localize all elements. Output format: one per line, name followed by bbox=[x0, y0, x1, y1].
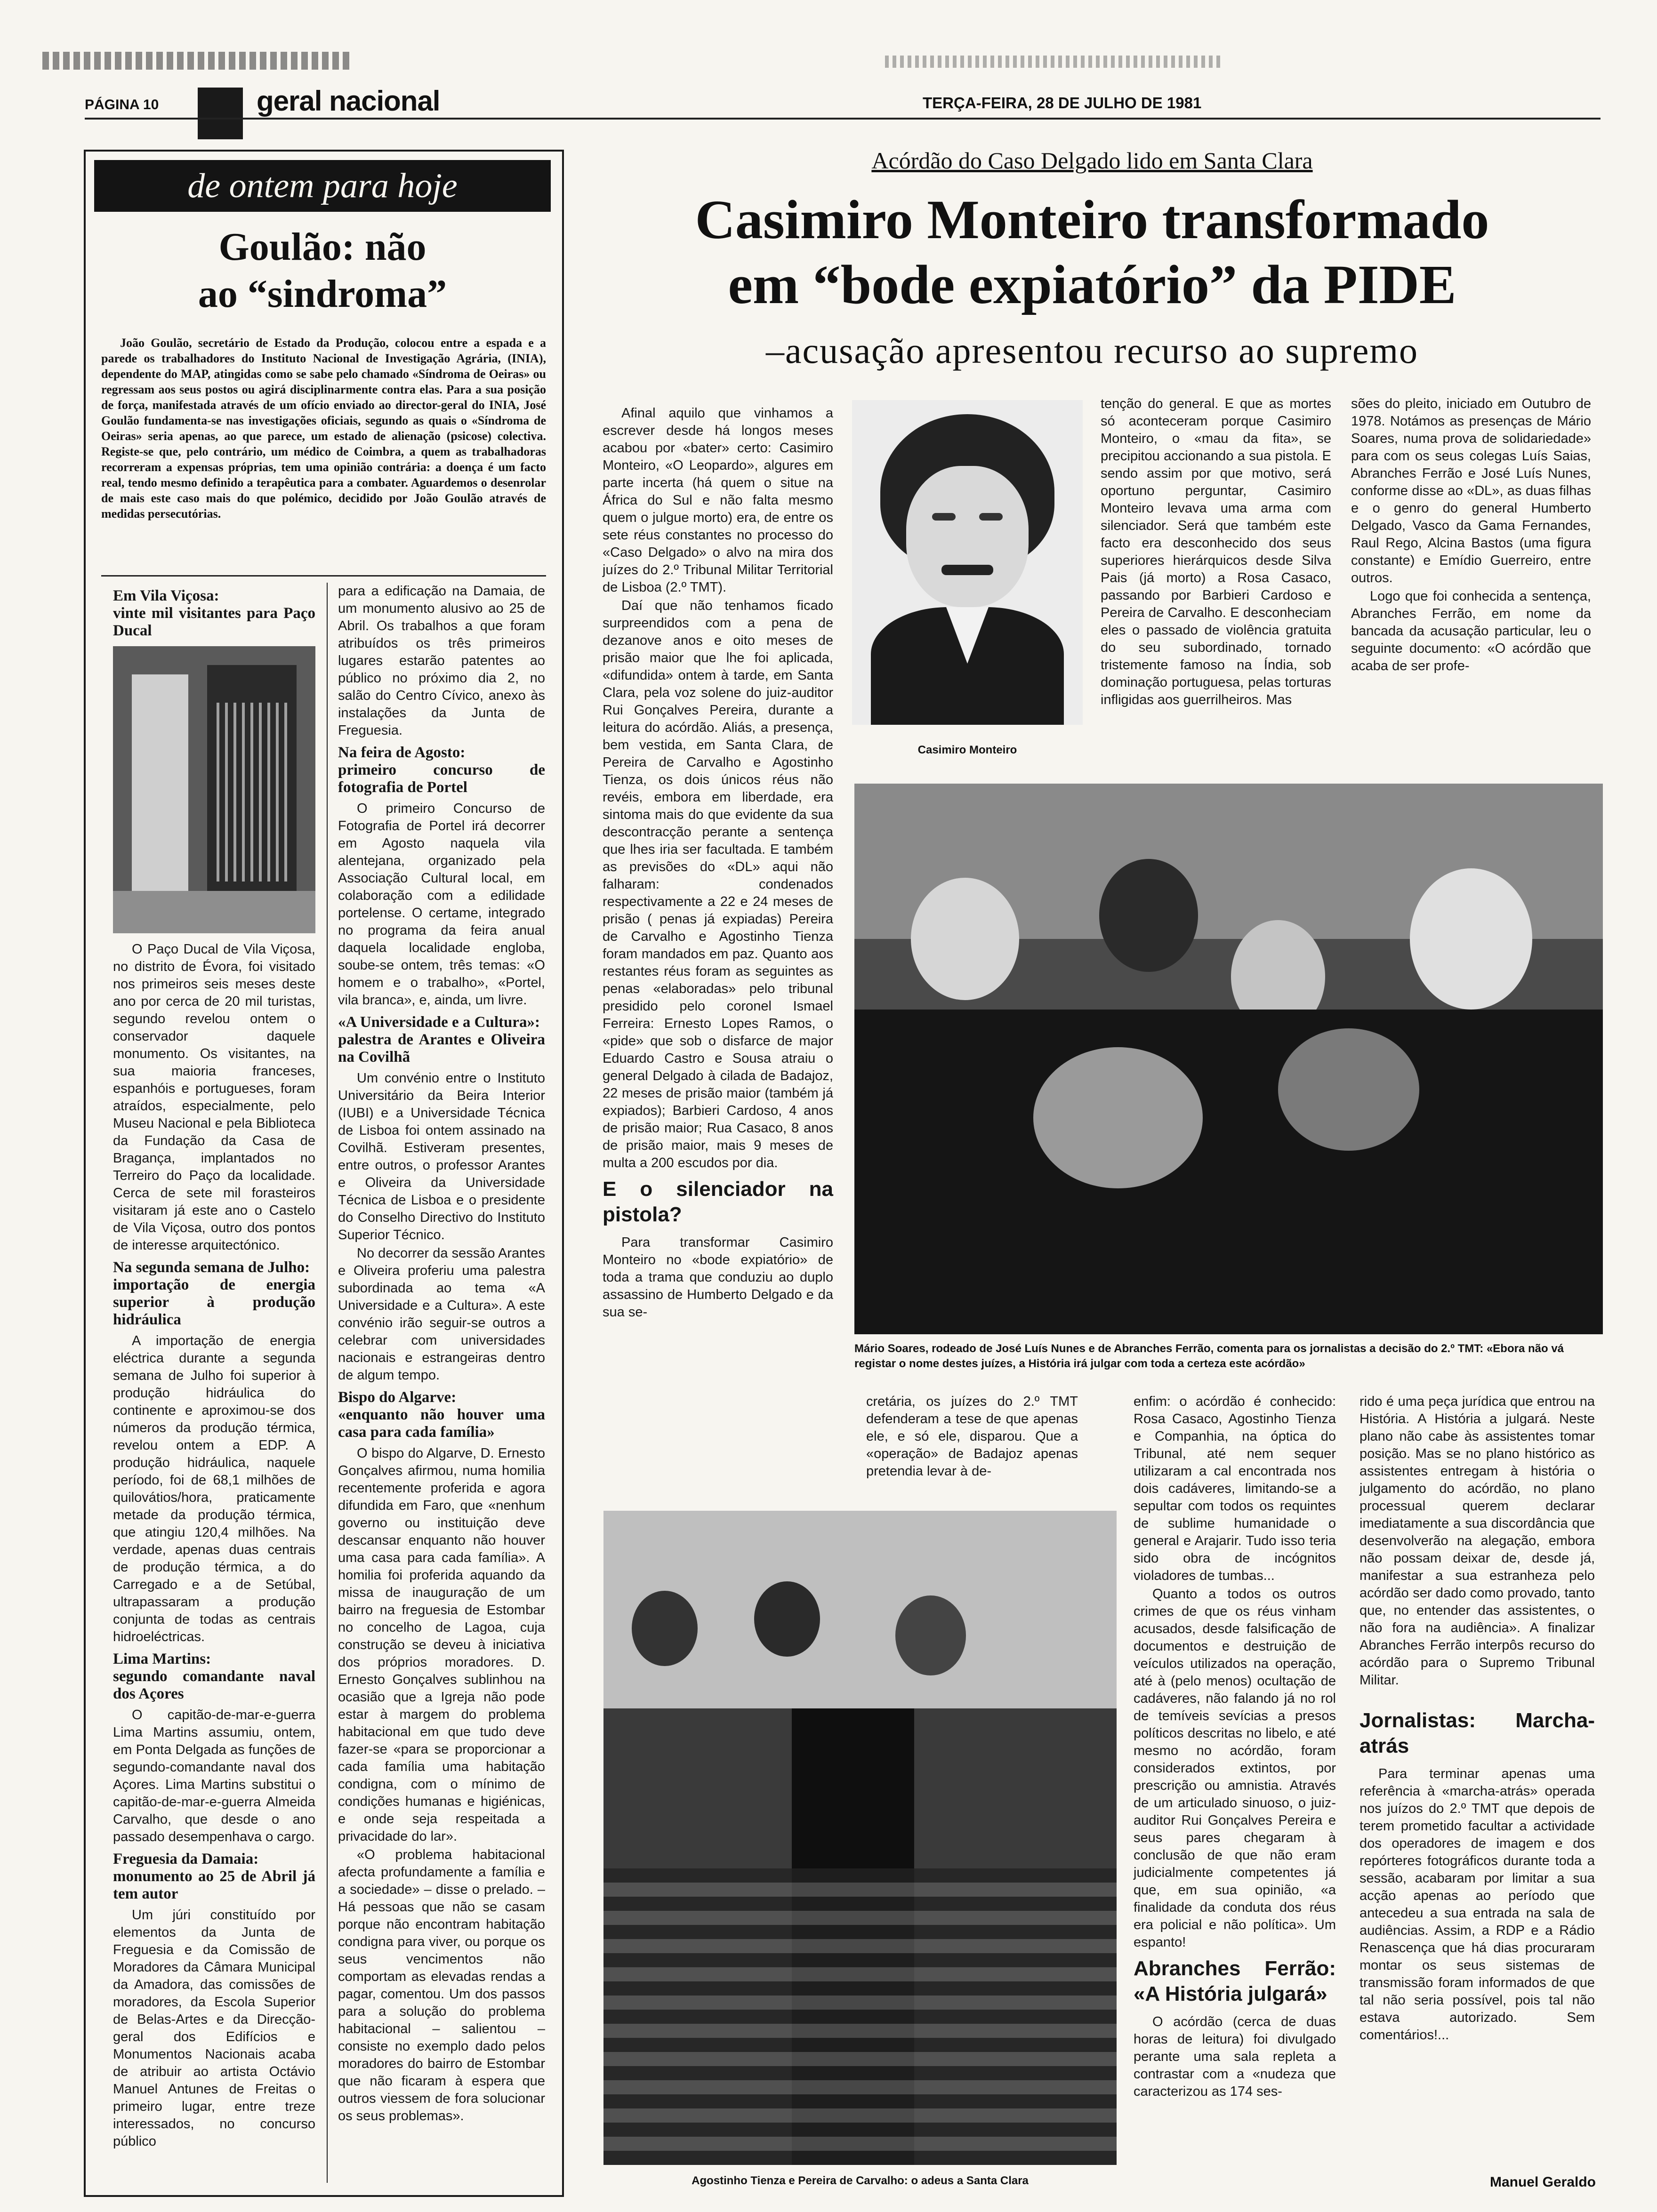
main-col1-p2: Daí que não tenhamos ficado surpreendidos com a pena de dezanove anos e oito meses de prisão maior que lhe foi aplicada, «difundida» ontem à tarde, em Santa Clara, pela voz solene do juiz-auditor Rui Gonçalves Pereira, durante a leitura do acórdão. Aliás, a presença, bem vestida, em Santa Clara, de Pereira de Carvalho e Agostinho Tienza, os dois únicos réus não revéis, embora em liberdade, era sintoma mais do que evidente da sua descontracção perante a sentença que lhes iria ser facultada. E também as previsões do «DL» aqui não falharam: condenados respectivamente a 22 e 24 meses de prisão ( penas já expiadas) Pereira de Carvalho e Agostinho Tienza foram mandados em paz. Quanto aos restantes réus foram as seguintes as penas «elaboradas» pelo tribunal presidido pelo coronel Ismael Ferreira: Ernesto Lopes Ramos, o «pide» que sob o disfarce de major Eduardo Castro e Sousa atraiu o general Delgado à cilada de Badajoz, 22 meses de prisão maior (também já expiados); Barbieri Cardoso, 4 anos de prisão maior; Rua Casaco, 8 anos de prisão maior, mais 9 meses de multa a 200 escudos por dia. bbox=[603, 598, 833, 1170]
main-col1-p1: Afinal aquilo que vinhamos a escrever desde há longos meses acabou por «bater» certo: Casimiro Monteiro, «O Leopardo», algures em parte incerta (há quem o situe na África do Sul e não falta mesmo quem o julgue morto) era, de entre os sete réus constantes no processo do «Caso Delgado» o alvo na mira dos juízes do 2.º Tribunal Militar Territorial de Lisboa (2.º TMT). bbox=[603, 406, 833, 595]
vilavicosa-heading-2: vinte mil visitantes para Paço Ducal bbox=[113, 605, 315, 639]
main-col-1 bbox=[603, 405, 833, 1322]
masthead-rule bbox=[85, 118, 1601, 120]
masthead-top-strip bbox=[885, 56, 1224, 68]
lima-heading-2: segundo comandante naval dos Açores bbox=[113, 1668, 315, 1702]
portel-heading bbox=[338, 744, 545, 796]
lima-heading-1: Lima Martins: bbox=[113, 1651, 211, 1667]
main-col-4-top bbox=[1351, 395, 1591, 676]
page-number: PÁGINA 10 bbox=[85, 97, 159, 112]
portrait-caption: Casimiro Monteiro bbox=[917, 744, 1017, 756]
sidebar-title-line1: Goulão: não bbox=[218, 225, 426, 269]
masthead bbox=[0, 0, 1657, 127]
algarve-heading bbox=[338, 1389, 545, 1441]
page-date: TERÇA-FEIRA, 28 DE JULHO DE 1981 bbox=[923, 94, 1202, 112]
silenciador-heading: E o silenciador na pistola? bbox=[603, 1178, 833, 1226]
main-col3-p4: O acórdão (cerca de duas horas de leitura) foi divulgado perante uma sala repleta a contrastar com a «nudeza que caracterizou as 174 ses- bbox=[1134, 2014, 1336, 2099]
main-headline-line1: Casimiro Monteiro transformado bbox=[695, 189, 1489, 250]
algarve-heading-2: «enquanto não houver uma casa para cada família» bbox=[338, 1406, 545, 1441]
group-photo-caption: Mário Soares, rodeado de José Luís Nunes e de Abranches Ferrão, comenta para os jornalistas a decisão do 2.º TMT: «Ebora não vá registar o nome destes juízes, a História irá julgar com toda a certeza este acórdão» bbox=[854, 1342, 1564, 1370]
sidebar-title-line2: ao “sindroma” bbox=[198, 272, 447, 316]
sidebar-banner bbox=[94, 160, 551, 212]
courtroom-caption: Agostinho Tienza e Pereira de Carvalho: o adeus a Santa Clara bbox=[692, 2174, 1029, 2187]
energy-text: A importação de energia eléctrica durante a segunda semana de Julho foi superior à produção hidráulica do continente e aproximou-se dos números da produção térmica, revelou ontem a EDP. A produção hidráulica, naquele período, foi de 68,1 milhões de quilovátios/hora, praticamente metade da produção térmica, que atingiu 120,4 milhões. Na verdade, apenas duas centrais de produção térmica, a do Carregado e a de Setúbal, ultrapassaram a produção conjunta de todas as centrais hidroeléctricas. bbox=[113, 1333, 315, 1644]
ubi-text-2: No decorrer da sessão Arantes e Oliveira proferiu uma palestra subordinada ao tema «A Universidade e a Cultura». A este convénio irão seguir-se outros a celebrar com universidades nacionais e estrangeiras dentro de algum tempo. bbox=[338, 1246, 545, 1383]
portel-heading-2: primeiro concurso de fotografia de Portel bbox=[338, 761, 545, 796]
sidebar-title bbox=[94, 224, 551, 318]
main-kicker: Acórdão do Caso Delgado lido em Santa Clara bbox=[871, 147, 1313, 174]
main-col-3-top bbox=[1101, 395, 1331, 710]
ferrao-heading: Abranches Ferrão: «A História julgará» bbox=[1134, 1957, 1336, 2005]
section-logo-box bbox=[198, 88, 243, 139]
main-headline-line2: em “bode expiatório” da PIDE bbox=[728, 254, 1456, 315]
ubi-heading-2: palestra de Arantes e Oliveira na Covilhã bbox=[338, 1031, 545, 1066]
jornalistas-heading: Jornalistas: Marcha-atrás bbox=[1359, 1709, 1595, 1757]
algarve-text-2: «O problema habitacional afecta profundamente a família e a sociedade» – disse o prelado. – Há pessoas que não se casam porque não encontram habitação condigna para viver, ou porque os seus vencimentos não comportam as elevadas rendas a pagar, comentou. Um dos passos para a solução do problema habitacional – salientou – consiste no exemplo dado pelos moradores do bairro de Estombar que não ficaram à espera que outros viessem de fora solucionar os seus problemas». bbox=[338, 1847, 545, 2124]
vilavicosa-heading bbox=[113, 587, 315, 640]
main-col4-p1: sões do pleito, iniciado em Outubro de 1978. Notámos as presenças de Mário Soares, numa prova de solidariedade» para com os seus colegas Luís Saias, Abranches Ferrão e José Luís Nunes, conforme disse ao «DL», as duas filhas e o genro do general Humberto Delgado, Vasco da Gama Fernandes, Raul Rego, Alcina Bastos (uma figura constante) e Emídio Guerreiro, entre outros. bbox=[1351, 396, 1591, 585]
portrait-photo bbox=[852, 400, 1083, 725]
courtroom-photo bbox=[603, 1511, 1117, 2165]
ubi-heading-1: «A Universidade e a Cultura»: bbox=[338, 1014, 540, 1031]
paco-ducal-photo bbox=[113, 646, 315, 933]
algarve-heading-1: Bispo do Algarve: bbox=[338, 1389, 457, 1406]
sidebar-lead: João Goulão, secretário de Estado da Produção, colocou entre a espada e a parede os trabalhadores do Instituto Nacional de Investigação Agrária, (INIA), dependente do MAP, atingidas como se sabe pelo chamado «Síndroma de Oeiras» ou regressam aos seus postos ou agirá disciplinarmente contra elas. Para a sua posição de força, manifestada através de um ofício enviado ao director-geral do INIA, José Goulão fundamenta-se nas investigações oficiais, segundo as quais o «Síndroma de Oeiras» seria apenas, ao que parece, um estado de alienação (psicose) colectiva. Registe-se que, pelo contrário, um médico de Coimbra, a quem as trabalhadoras recorreram a expensas próprias, tem uma opinião contrária: a doença é um facto real, tendo mesmo definido a terapêutica para a combater. Aguardemos o desenrolar de mais este caso mais do que polémico, decidido por João Goulão através de medidas persecutórias. bbox=[101, 336, 546, 521]
main-headline bbox=[584, 187, 1601, 317]
portel-heading-1: Na feira de Agosto: bbox=[338, 744, 466, 761]
main-deck: –acusação apresentou recurso ao supremo bbox=[765, 330, 1419, 371]
sidebar-col-b bbox=[338, 583, 545, 2126]
lima-text: O capitão-de-mar-e-guerra Lima Martins assumiu, ontem, em Ponta Delgada as funções de segundo-comandante naval dos Açores. Lima Martins substitui o capitão-de-mar-e-guerra Almeida Carvalho, que desde o ano passado desempenhava o cargo. bbox=[113, 1707, 315, 1844]
energy-heading bbox=[113, 1259, 315, 1329]
damaia-text: Um júri constituído por elementos da Junta de Freguesia e da Comissão de Moradores da Câmara Municipal da Amadora, das comissões de moradores, da Escola Superior de Belas-Artes e da Direcção-geral dos Edifícios e Monumentos Nacionais acaba de atribuir ao artista Octávio Manuel Antunes de Freitas o primeiro lugar, entre treze interessados, no concurso público bbox=[113, 1907, 315, 2149]
main-col4-p4: Para terminar apenas uma referência à «marcha-atrás» operada nos juízos do 2.º TMT que depois de terem prometido facultar a actividade dos operadores de imagem e dos repórteres fotográficos durante toda a sessão, acabaram por limitar a sua acção apenas ao período que antecedeu a sua entrada na sala de audiências. Assim, a RDP e a Rádio Renascença que há dias procuraram montar os seus sistemas de transmissão foram informados de que tal não seria possível, pois tal não estava autorizado. Sem comentários!... bbox=[1359, 1766, 1595, 2043]
vilavicosa-heading-1: Em Vila Viçosa: bbox=[113, 587, 219, 604]
main-col4-p3: rido é uma peça jurídica que entrou na História. A História a julgará. Neste plano não cabe às assistentes tomar posição. Mas se no plano histórico as assistentes entregam à história o julgamento do acórdão, no plano processual querem declarar imediatamente a sua discordância que desenvolverão na alegação, embora não possam deixar de, desde já, manifestar a sua estranheza pelo acórdão ser dado como provado, tanto que, no entender das assistentes, o não fora na audiência». A finalizar Abranches Ferrão interpôs recurso do acórdão para o Supremo Tribunal Militar. bbox=[1359, 1394, 1595, 1688]
section-title: geral nacional bbox=[257, 85, 440, 117]
main-col-4-low bbox=[1359, 1393, 1595, 2045]
ubi-text-1: Um convénio entre o Instituto Universitário da Beira Interior (IUBI) e a Universidade Técnica de Lisboa foi ontem assinado na Covilhã. Estiveram presentes, entre outros, o professor Arantes e Oliveira da Universidade Técnica de Lisboa e o presidente do Conselho Directivo do Instituto Superior Técnico. bbox=[338, 1071, 545, 1242]
sidebar-banner-text: de ontem para hoje bbox=[187, 166, 458, 205]
sidebar-lead-rule bbox=[101, 575, 546, 577]
group-photo bbox=[854, 784, 1603, 1334]
ubi-heading bbox=[338, 1014, 545, 1066]
main-col3-p1: tenção do general. E que as mortes só aconteceram porque Casimiro Monteiro, o «mau da fita», se precipitou accionando a sua pistola. E sendo assim por que motivo, será oportuno perguntar, Casimiro Monteiro levava uma arma com silenciador. Será que também este facto era desconhecido dos seus superiores hierárquicos desde Silva Pais (já morto) a Rosa Casaco, passando por Barbieri Cardoso e Pereira de Carvalho. E desconheciam eles o passado de violência gratuita do seu subordinado, tornado tristemente famoso na Índia, sob dominação portuguesa, pelas torturas infligidas aos guerrilheiros. Mas bbox=[1101, 396, 1331, 707]
damaia-cont: para a edificação na Damaia, de um monumento alusivo ao 25 de Abril. Os trabalhos a que foram atribuídos os três primeiros lugares estarão patentes ao público no próximo dia 2, no salão do Centro Cívico, anexo às instalações da Junta de Freguesia. bbox=[338, 584, 545, 738]
sidebar-col-rule bbox=[327, 583, 328, 2183]
main-col3-p3: Quanto a todos os outros crimes de que os réus vinham acusados, desde falsificação de documentos e destruição de veículos utilizados na operação, até à (pelo menos) ocultação de cadáveres, não falando já no rol de temíveis sevícias a presos políticos descritas no libelo, e até mesmo no acórdão, foram considerados extintos, por prescrição ou amnistia. Através de um articulado sinuoso, o juiz-auditor Rui Gonçalves Pereira e seus pares chegaram à conclusão de que não eram judicialmente competentes já que, em sua opinião, «a finalidade da conduta dos réus era policial e não política». Um espanto! bbox=[1134, 1587, 1336, 1950]
energy-heading-2: importação de energia superior à produção hidráulica bbox=[113, 1276, 315, 1328]
main-col1-p3: Para transformar Casimiro Monteiro no «bode expiatório» de toda a trama que conduziu ao duplo assassino de Humberto Delgado e da sua se- bbox=[603, 1235, 833, 1320]
main-col4-p2: Logo que foi conhecida a sentença, Abranches Ferrão, em nome da bancada da acusação particular, leu o seguinte documento: «O acórdão que acaba de ser profe- bbox=[1351, 589, 1591, 673]
main-col2-p1: cretária, os juízes do 2.º TMT defenderam a tese de que apenas ele, e só ele, disparou. Que a «operação» de Badajoz apenas pretendia levar à de- bbox=[866, 1394, 1078, 1479]
energy-heading-1: Na segunda semana de Julho: bbox=[113, 1259, 310, 1276]
damaia-heading-1: Freguesia da Damaia: bbox=[113, 1851, 259, 1867]
sidebar-col-a bbox=[113, 583, 315, 2151]
main-col-3-low bbox=[1134, 1393, 1336, 2101]
lima-heading bbox=[113, 1651, 315, 1703]
main-col-2-low bbox=[866, 1393, 1078, 1481]
damaia-heading-2: monumento ao 25 de Abril já tem autor bbox=[113, 1868, 315, 1902]
byline: Manuel Geraldo bbox=[1489, 2174, 1596, 2190]
algarve-text-1: O bispo do Algarve, D. Ernesto Gonçalves afirmou, numa homilia recentemente proferida e agora difundida em Faro, que «nenhum governo ou instituição deve descansar enquanto não houver uma casa para cada família». A homilia foi proferida aquando da missa de inauguração de um bairro na freguesia de Estombar no concelho de Lagoa, cuja construção se deveu à iniciativa dos próprios moradores. D. Ernesto Gonçalves sublinhou na ocasião que a Igreja não pode estar à margem do problema habitacional em que tudo deve fazer-se «para se proporcionar a cada família uma habitação condigna, com o mínimo de condições humanas e higiénicas, e onde seja respeitada a privacidade do lar». bbox=[338, 1446, 545, 1844]
masthead-logo-strip bbox=[42, 52, 353, 70]
damaia-heading bbox=[113, 1851, 315, 1903]
main-col3-p2: enfim: o acórdão é conhecido: Rosa Casaco, Agostinho Tienza e Companhia, na óptica do Tribunal, até nem sequer utilizaram a cal encontrada nos dois cadáveres, limitando-se a sepultar com todos os requintes de sublime humanidade o general e Arajarir. Tudo isso teria sido obra de incógnitos violadores de tumbas... bbox=[1134, 1394, 1336, 1583]
portel-text: O primeiro Concurso de Fotografia de Portel irá decorrer em Agosto naquela vila alentejana, organizado pela Associação Cultural local, em colaboração com a edilidade portelense. O certame, integrado no programa da feira anual daquela localidade engloba, soube-se ontem, três temas: «O homem e o trabalho», «Portel, vila branca», e, ainda, um livre. bbox=[338, 801, 545, 1008]
vilavicosa-text: O Paço Ducal de Vila Viçosa, no distrito de Évora, foi visitado nos primeiros seis meses deste ano por cerca de 20 mil turistas, segundo revelou ontem o conservador daquele monumento. Os visitantes, na sua maioria franceses, espanhóis e portugueses, foram atraídos, especialmente, pelo Museu Nacional e pela Biblioteca da Fundação da Casa de Bragança, implantados no Terreiro do Paço da localidade. Cerca de sete mil forasteiros visitaram já este ano o Castelo de Vila Viçosa, outro dos pontos de interesse arquitectónico. bbox=[113, 942, 315, 1253]
